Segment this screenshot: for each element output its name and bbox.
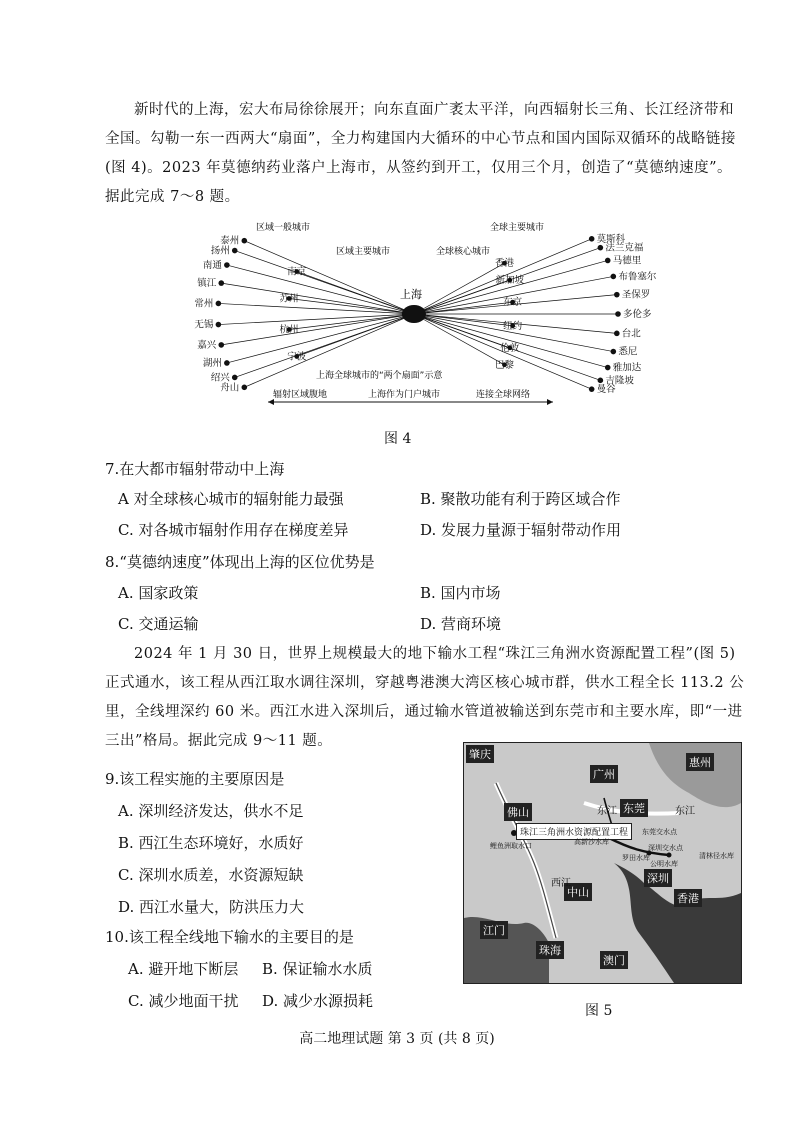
left-outer-city-spoke: [218, 314, 414, 325]
right-outer-city-label: 布鲁塞尔: [618, 271, 657, 283]
q7-option-c: C. 对各城市辐射作用存在梯度差异: [118, 521, 349, 539]
figure-4-caption: 图 4: [384, 431, 412, 447]
right-outer-city-dot: [611, 349, 617, 355]
q8-option-a: A. 国家政策: [118, 584, 199, 602]
right-outer-city-label: 雅加达: [612, 362, 642, 374]
q9-option-a: A. 深圳经济发达，供水不足: [118, 802, 304, 820]
left-outer-city-spoke: [227, 314, 414, 363]
right-outer-city-label: 法兰克福: [605, 242, 644, 254]
map-river-dongjiang-1: 东江: [597, 806, 617, 817]
map-river-dongjiang-2: 东江: [675, 806, 695, 817]
q10-option-d: D. 减少水源损耗: [262, 992, 374, 1010]
figure-5-map: [463, 742, 742, 984]
map-project-label: 珠江三角洲水资源配置工程: [516, 823, 632, 840]
map-label-intake: 鲤鱼洲取水口: [490, 842, 532, 850]
left-inner-city-spoke: [297, 272, 414, 314]
map-city-foshan: 佛山: [504, 803, 532, 821]
left-outer-city-label: 常州: [194, 298, 214, 310]
map-city-zhuhai: 珠海: [536, 941, 564, 959]
q7-stem: 7.在大都市辐射带动中上海: [105, 460, 285, 478]
right-outer-city-dot: [605, 258, 611, 264]
right-major-label: 全球主要城市: [490, 223, 545, 233]
left-key-label: 区域主要城市: [336, 247, 391, 257]
left-outer-city-label: 南通: [202, 260, 222, 272]
left-inner-city-label: 杭州: [279, 324, 299, 336]
left-outer-city-label: 绍兴: [210, 372, 230, 384]
q9-stem: 9.该工程实施的主要原因是: [105, 770, 285, 788]
right-inner-city-label: 伦敦: [500, 342, 520, 354]
intro-paragraph-1: 新时代的上海，宏大布局徐徐展开；向东直面广袤太平洋，向西辐射长三角、长江经济带和全国。勾勒一东一西两大“扇面”，全力构建国内大循环的中心节点和国内国际双循环的战略链接(图 4)。2023 年莫德纳药业落户上海市，从签约到开工，仅用三个月，创造了“莫德纳速度”。据此完成 7～8 题。: [105, 102, 736, 205]
left-outer-city-dot: [242, 238, 248, 244]
left-outer-city-label: 嘉兴: [197, 339, 217, 351]
right-outer-city-label: 马德里: [612, 255, 642, 267]
map-city-macau: 澳门: [600, 951, 628, 969]
q9-option-d: D. 西江水量大，防洪压力大: [118, 898, 305, 916]
right-inner-city-label: 新加坡: [495, 275, 525, 287]
left-outer-city-dot: [232, 375, 238, 381]
right-outer-city-label: 圣保罗: [621, 289, 651, 301]
page-footer: 高二地理试题 第 3 页 (共 8 页): [299, 1031, 495, 1047]
left-inner-city-spoke: [297, 314, 414, 356]
map-city-jiangmen: 江门: [480, 921, 508, 939]
q8-option-b: B. 国内市场: [420, 584, 501, 602]
right-outer-city-dot: [615, 311, 621, 317]
left-outer-city-dot: [224, 360, 230, 366]
axis-left-label: 辐射区域腹地: [273, 390, 328, 400]
left-inner-city-label: 苏州: [279, 293, 299, 305]
map-river-xijiang: 西江: [551, 878, 571, 889]
right-outer-city-dot: [589, 386, 595, 392]
center-label: 上海: [400, 288, 422, 301]
right-inner-city-label: 纽约: [503, 320, 523, 332]
right-inner-city-label: 东京: [503, 297, 523, 309]
axis-arrow-right: [547, 399, 553, 405]
q10-option-b: B. 保证输水水质: [262, 960, 373, 978]
shanghai-node: [402, 305, 426, 323]
map-city-hongkong: 香港: [674, 889, 702, 907]
q9-option-b: B. 西江生态环境好，水质好: [118, 834, 304, 852]
right-core-label: 全球核心城市: [436, 247, 491, 257]
left-outer-city-dot: [218, 280, 224, 286]
right-outer-city-label: 悉尼: [618, 346, 638, 358]
q7-option-a: A 对全球核心城市的辐射能力最强: [118, 490, 344, 508]
left-outer-city-dot: [218, 342, 224, 348]
map-city-zhongshan: 中山: [564, 883, 592, 901]
right-outer-city-dot: [598, 378, 604, 384]
left-outer-city-spoke: [227, 265, 414, 314]
fan-caption: 上海全球城市的“两个扇面”示意: [316, 371, 443, 381]
axis-mid-label: 上海作为门户城市: [368, 390, 441, 400]
right-inner-city-spoke: [414, 314, 510, 348]
q9-option-c: C. 深圳水质差，水资源短缺: [118, 866, 304, 884]
map-label-dongguan-point: 东莞交水点: [642, 828, 677, 836]
right-outer-city-dot: [614, 292, 620, 298]
right-inner-city-label: 巴黎: [494, 359, 514, 371]
left-outer-city-spoke: [218, 303, 414, 314]
q8-option-d: D. 营商环境: [420, 615, 502, 633]
left-outer-city-spoke: [221, 314, 414, 345]
right-outer-city-label: 多伦多: [623, 309, 652, 320]
left-outer-city-label: 扬州: [210, 245, 230, 257]
q7-option-d: D. 发展力量源于辐射带动作用: [420, 521, 622, 539]
map-label-gaoxinsha: 高新沙水库: [574, 838, 609, 846]
left-outer-city-label: 湖州: [202, 357, 222, 369]
intro-paragraph-2: 2024 年 1 月 30 日，世界上规模最大的地下输水工程“珠江三角洲水资源配置工程”(图 5)正式通水，该工程从西江取水调往深圳，穿越粤港澳大湾区核心城市群，供水工程全长 113.2 公里，全线埋深约 60 米。西江水进入深圳后，通过输水管道被输送到东莞市和主要水库，即“一进三出”格局。据此完成 9～11 题。: [105, 646, 745, 749]
right-inner-city-label: 香港: [494, 258, 514, 270]
map-label-luotian: 罗田水库: [622, 854, 650, 862]
right-outer-city-label: 台北: [621, 328, 641, 340]
left-outer-city-dot: [242, 384, 248, 390]
map-label-qinglinjing: 清林径水库: [699, 852, 734, 860]
left-outer-city-label: 镇江: [197, 278, 217, 290]
q8-option-c: C. 交通运输: [118, 615, 199, 633]
right-outer-city-dot: [611, 274, 617, 280]
left-domestic-label: 区域一般城市: [256, 223, 311, 233]
left-inner-city-label: 宁波: [287, 351, 307, 363]
q10-stem: 10.该工程全线地下输水的主要目的是: [105, 928, 354, 946]
right-outer-city-dot: [589, 236, 595, 242]
right-outer-city-label: 莫斯科: [596, 233, 626, 245]
right-outer-city-label: 曼谷: [596, 384, 616, 396]
map-city-shenzhen: 深圳: [644, 869, 672, 887]
map-label-gongming: 公明水库: [650, 860, 678, 868]
left-outer-city-label: 泰州: [220, 235, 240, 247]
right-outer-city-dot: [598, 245, 604, 251]
figure-4-fan-diagram: [168, 218, 657, 414]
map-city-dongguan: 东莞: [620, 799, 648, 817]
q10-option-a: A. 避开地下断层: [128, 960, 239, 978]
left-outer-city-dot: [216, 301, 222, 307]
map-label-shenzhen-point: 深圳交水点: [648, 844, 683, 852]
left-outer-city-dot: [224, 262, 230, 268]
left-outer-city-label: 无锡: [194, 319, 214, 331]
figure-5-caption: 图 5: [585, 1003, 613, 1019]
left-outer-city-label: 舟山: [220, 382, 240, 394]
q7-option-b: B. 聚散功能有利于跨区域合作: [420, 490, 621, 508]
right-outer-city-label: 吉隆坡: [605, 375, 634, 387]
left-inner-city-label: 南京: [287, 266, 307, 278]
q10-option-c: C. 减少地面干扰: [128, 992, 239, 1010]
map-city-zhaoqing: 肇庆: [466, 745, 494, 763]
left-outer-city-spoke: [221, 283, 414, 314]
left-outer-city-dot: [232, 248, 238, 254]
right-outer-city-dot: [614, 331, 620, 337]
map-city-huizhou: 惠州: [686, 753, 714, 771]
map-city-guangzhou: 广州: [590, 765, 618, 783]
q8-stem: 8.“莫德纳速度”体现出上海的区位优势是: [105, 553, 375, 571]
right-outer-city-dot: [605, 365, 611, 371]
left-outer-city-dot: [216, 322, 222, 328]
axis-right-label: 连接全球网络: [476, 390, 531, 400]
